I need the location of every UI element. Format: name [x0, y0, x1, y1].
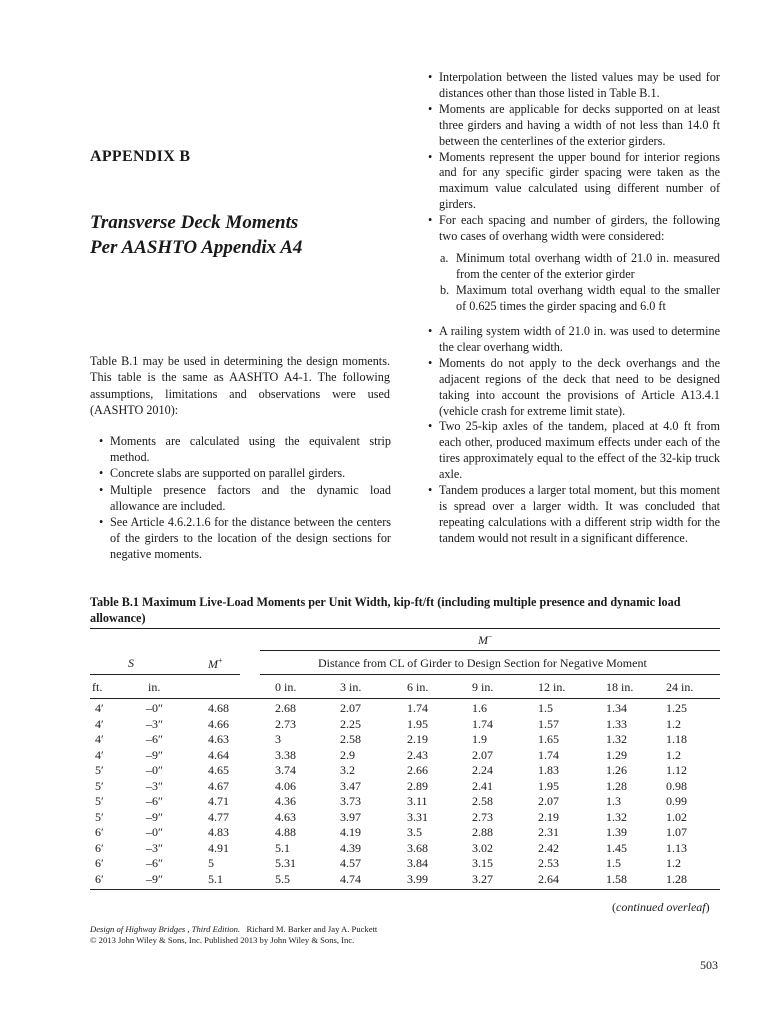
moment-cell: 1.58 [606, 871, 627, 886]
moment-cell: 2.9 [340, 747, 355, 762]
moment-cell: 2.07 [538, 794, 559, 808]
list-item: • For each spacing and number of girders, the following two cases of overhang width were considered: [428, 213, 720, 245]
moment-cell: 3.68 [407, 840, 428, 855]
overhang-cases [440, 251, 720, 315]
in-cell: –6″ [146, 794, 163, 808]
distance-rule [260, 674, 720, 675]
moment-cell: 2.43 [407, 747, 428, 762]
moment-cell: 2.24 [472, 763, 493, 777]
moment-cell: 4.63 [275, 809, 296, 824]
distance-column-header: 18 in. [606, 680, 634, 694]
moment-cell: 1.26 [606, 763, 627, 777]
moment-cell: 2.68 [275, 701, 296, 715]
in-cell: –6″ [146, 732, 163, 746]
footer-copyright: © 2013 John Wiley & Sons, Inc. Published 2013 by John Wiley & Sons, Inc. [90, 935, 355, 945]
title-line-2: Per AASHTO Appendix A4 [90, 237, 303, 258]
m-minus-label: M [478, 633, 488, 647]
table-top-rule [90, 628, 720, 629]
moment-cell: 1.32 [606, 732, 627, 746]
m-plus-cell: 4.77 [208, 809, 229, 824]
moment-cell: 1.74 [472, 716, 493, 731]
in-cell: –0″ [146, 701, 163, 715]
moment-cell: 3 [275, 732, 281, 746]
distance-column-header: 12 in. [538, 680, 566, 694]
in-header: in. [148, 680, 161, 694]
m-plus-label: M [208, 657, 218, 671]
moment-cell: 3.15 [472, 856, 493, 870]
ft-cell: 4′ [95, 701, 104, 715]
m-plus-rule [194, 674, 238, 675]
moment-cell: 1.28 [666, 871, 687, 886]
m-minus-header [478, 632, 493, 648]
moment-cell: 1.32 [606, 809, 627, 824]
moment-cell: 2.73 [472, 809, 493, 824]
case-text: Maximum total overhang width equal to the smaller of 0.625 times the girder spacing and 6.0 ft [456, 282, 720, 313]
moment-cell: 4.74 [340, 871, 361, 886]
list-item: • See Article 4.6.2.1.6 for the distance between the centers of the girders to the location of the design sections for negative moments. [99, 514, 391, 563]
ft-cell: 6′ [95, 856, 104, 870]
m-plus-cell: 4.91 [208, 840, 229, 855]
moment-cell: 1.95 [538, 778, 559, 793]
ft-cell: 6′ [95, 840, 104, 855]
right-bullet-list-2 [428, 324, 720, 547]
moment-cell: 3.11 [407, 794, 428, 808]
distance-column-header: 24 in. [666, 680, 694, 694]
moment-cell: 2.73 [275, 716, 296, 731]
m-plus-cell: 4.64 [208, 747, 229, 762]
moment-cell: 4.19 [340, 825, 361, 839]
moment-cell: 1.5 [538, 701, 553, 715]
moment-cell: 2.07 [472, 747, 493, 762]
list-item: • Moments do not apply to the deck overhangs and the adjacent regions of the deck that need to be designed taking into account the provisions of Article A13.4.1 (vehicle crash for extreme limit state). [428, 356, 720, 420]
ft-cell: 5′ [95, 778, 104, 793]
moment-cell: 2.53 [538, 856, 559, 870]
moment-cell: 2.31 [538, 825, 559, 839]
moment-cell: 2.42 [538, 840, 559, 855]
book-title: Design of Highway Bridges , Third Edition. [90, 924, 241, 934]
moment-cell: 1.33 [606, 716, 627, 731]
list-item: • A railing system width of 21.0 in. was used to determine the clear overhang width. [428, 324, 720, 356]
footer-citation [90, 924, 377, 935]
moment-cell: 2.19 [407, 732, 428, 746]
s-header: S [128, 656, 134, 670]
ft-cell: 4′ [95, 716, 104, 731]
moment-cell: 4.57 [340, 856, 361, 870]
ft-cell: 5′ [95, 794, 104, 808]
moment-cell: 1.28 [606, 778, 627, 793]
page-title [90, 210, 302, 260]
moment-cell: 2.41 [472, 778, 493, 793]
moment-cell: 5.1 [275, 840, 290, 855]
moment-cell: 1.02 [666, 809, 687, 824]
ft-header: ft. [92, 680, 103, 694]
moment-cell: 2.89 [407, 778, 428, 793]
moment-cell: 2.19 [538, 809, 559, 824]
m-plus-cell: 4.83 [208, 825, 229, 839]
m-plus-header [208, 656, 223, 672]
moment-cell: 1.57 [538, 716, 559, 731]
moment-cell: 3.2 [340, 763, 355, 777]
in-cell: –0″ [146, 825, 163, 839]
in-cell: –9″ [146, 871, 163, 886]
moment-cell: 4.88 [275, 825, 296, 839]
moment-cell: 4.06 [275, 778, 296, 793]
moment-cell: 1.13 [666, 840, 687, 855]
moment-cell: 2.07 [340, 701, 361, 715]
list-item: • Tandem produces a larger total moment, but this moment is spread over a larger width. It was concluded that repeating calculations with a different strip width for the tandem would not result in a significant difference. [428, 483, 720, 547]
moment-cell: 1.6 [472, 701, 487, 715]
moment-cell: 1.25 [666, 701, 687, 715]
continued-text: continued overleaf [616, 900, 706, 914]
list-item: • Moments represent the upper bound for interior regions and for any specific girder spacing were taken as the maximum value calculated using different number of girders. [428, 150, 720, 214]
moment-cell: 1.74 [538, 747, 559, 762]
list-item: • Multiple presence factors and the dynamic load allowance are included. [99, 482, 391, 514]
moment-cell: 3.73 [340, 794, 361, 808]
page-number: 503 [700, 958, 718, 972]
case-letter: b. [440, 282, 450, 297]
intro-paragraph: Table B.1 may be used in determining the design moments. This table is the same as AASHTO A4-1. The following assumptions, limitations and observations were used (AASHTO 2010): [90, 354, 390, 418]
distance-column-header: 9 in. [472, 680, 494, 694]
table-caption: Table B.1 Maximum Live-Load Moments per Unit Width, kip-ft/ft (including multiple presence and dynamic load allowance) [90, 595, 681, 625]
m-plus-cell: 4.68 [208, 701, 229, 715]
moment-cell: 3.5 [407, 825, 422, 839]
moment-cell: 1.29 [606, 747, 627, 762]
in-cell: –9″ [146, 747, 163, 762]
moment-cell: 3.38 [275, 747, 296, 762]
moment-cell: 3.02 [472, 840, 493, 855]
m-plus-cell: 4.66 [208, 716, 229, 731]
moment-cell: 1.83 [538, 763, 559, 777]
continued-note: (continued overleaf) [612, 900, 710, 914]
distance-header: Distance from CL of Girder to Design Section for Negative Moment [318, 656, 647, 670]
moment-cell: 1.9 [472, 732, 487, 746]
ft-cell: 5′ [95, 763, 104, 777]
case-item [440, 283, 720, 315]
moment-cell: 3.31 [407, 809, 428, 824]
list-item: • Concrete slabs are supported on parallel girders. [99, 465, 391, 481]
distance-column-header: 6 in. [407, 680, 429, 694]
moment-cell: 4.39 [340, 840, 361, 855]
ft-cell: 4′ [95, 747, 104, 762]
moment-cell: 1.3 [606, 794, 621, 808]
distance-column-header: 0 in. [275, 680, 297, 694]
header-bottom-rule [90, 698, 720, 699]
moment-cell: 5.5 [275, 871, 290, 886]
moment-cell: 3.97 [340, 809, 361, 824]
appendix-label: APPENDIX B [90, 148, 191, 165]
list-item: • Moments are applicable for decks supported on at least three girders and having a width of not less than 14.0 ft between the centerlines of the exterior girders. [428, 102, 720, 150]
moment-cell: 1.45 [606, 840, 627, 855]
moment-cell: 0.99 [666, 794, 687, 808]
moment-cell: 1.2 [666, 716, 681, 731]
moment-cell: 5.31 [275, 856, 296, 870]
moment-cell: 1.07 [666, 825, 687, 839]
ft-cell: 6′ [95, 825, 104, 839]
m-minus-superscript: − [488, 632, 493, 641]
moment-cell: 1.74 [407, 701, 428, 715]
list-item: • Interpolation between the listed values may be used for distances other than those listed in Table B.1. [428, 70, 720, 102]
moment-cell: 0.98 [666, 778, 687, 793]
book-authors: Richard M. Barker and Jay A. Puckett [246, 924, 378, 934]
moment-cell: 1.39 [606, 825, 627, 839]
moment-cell: 1.18 [666, 732, 687, 746]
m-plus-cell: 4.67 [208, 778, 229, 793]
moment-cell: 4.36 [275, 794, 296, 808]
table-bottom-rule [90, 889, 720, 890]
moment-cell: 2.88 [472, 825, 493, 839]
moment-cell: 3.27 [472, 871, 493, 886]
right-bullet-list-1 [428, 70, 720, 245]
moment-cell: 1.34 [606, 701, 627, 715]
moment-cell: 1.95 [407, 716, 428, 731]
m-plus-cell: 5.1 [208, 871, 223, 886]
moment-cell: 3.84 [407, 856, 428, 870]
moment-cell: 2.64 [538, 871, 559, 886]
case-letter: a. [440, 251, 449, 265]
title-line-1: Transverse Deck Moments [90, 212, 299, 233]
m-plus-cell: 5 [208, 856, 214, 870]
footer [90, 924, 377, 946]
distance-column-header: 3 in. [340, 680, 362, 694]
ft-cell: 5′ [95, 809, 104, 824]
m-minus-rule [260, 650, 720, 651]
in-cell: –9″ [146, 809, 163, 824]
moment-cell: 2.58 [472, 794, 493, 808]
m-plus-superscript: + [218, 656, 223, 665]
moment-cell: 1.2 [666, 856, 681, 870]
moment-cell: 1.2 [666, 747, 681, 762]
in-cell: –0″ [146, 763, 163, 777]
ft-cell: 6′ [95, 871, 104, 886]
moment-cell: 2.66 [407, 763, 428, 777]
m-plus-cell: 4.71 [208, 794, 229, 808]
moment-cell: 1.12 [666, 763, 687, 777]
moment-cell: 3.47 [340, 778, 361, 793]
case-item [440, 251, 720, 283]
in-cell: –3″ [146, 778, 163, 793]
list-item: • Moments are calculated using the equivalent strip method. [99, 433, 391, 465]
in-cell: –3″ [146, 716, 163, 731]
m-plus-cell: 4.63 [208, 732, 229, 746]
left-bullet-list [99, 433, 391, 563]
in-cell: –6″ [146, 856, 163, 870]
moment-cell: 3.99 [407, 871, 428, 886]
moment-cell: 3.74 [275, 763, 296, 777]
moment-cell: 2.58 [340, 732, 361, 746]
moment-cell: 2.25 [340, 716, 361, 731]
moment-cell: 1.65 [538, 732, 559, 746]
list-item: • Two 25-kip axles of the tandem, placed at 4.0 ft from each other, produced maximum effects under each of the tires approximately equal to the effect of the 32-kip truck axle. [428, 419, 720, 483]
case-text: Minimum total overhang width of 21.0 in. measured from the center of the exterior girder [456, 251, 720, 281]
ft-cell: 4′ [95, 732, 104, 746]
m-plus-cell: 4.65 [208, 763, 229, 777]
in-cell: –3″ [146, 840, 163, 855]
moment-cell: 1.5 [606, 856, 621, 870]
